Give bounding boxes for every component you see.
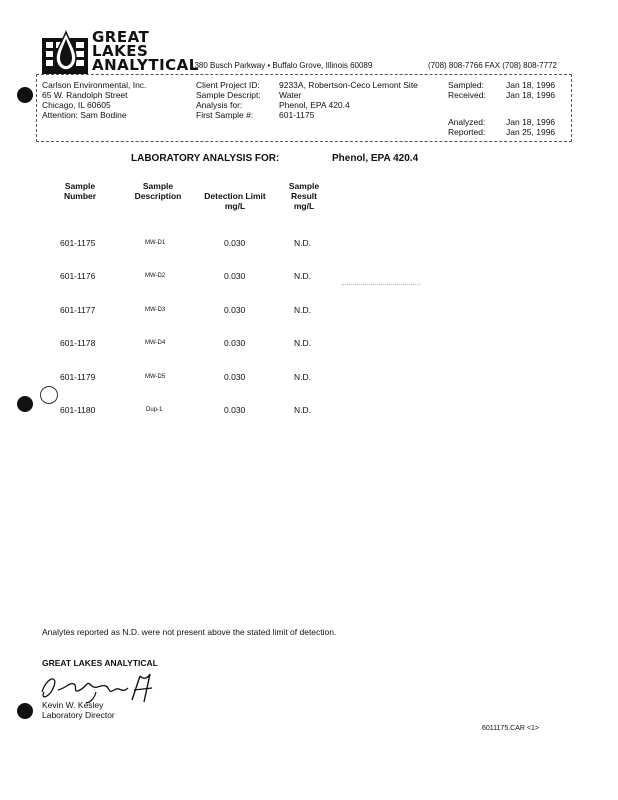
- nd-footnote: Analytes reported as N.D. were not present above the stated limit of detection.: [42, 627, 337, 637]
- sample-description: MW-D5: [145, 374, 166, 380]
- company-address: 1380 Busch Parkway • Buffalo Grove, Illinois 60089: [190, 61, 373, 70]
- detection-limit: 0.030: [224, 238, 246, 248]
- attention-value: Sam Bodine: [80, 110, 127, 120]
- sample-description: MW-D4: [145, 340, 166, 346]
- analysis-for-label: Analysis for:: [196, 100, 243, 110]
- sample-result: N.D.: [294, 372, 311, 382]
- sample-number: 601-1179: [60, 372, 96, 382]
- analyzed-value: Jan 18, 1996: [506, 117, 556, 127]
- sample-number: 601-1180: [60, 405, 96, 415]
- scan-artifact-line: [342, 284, 420, 285]
- detection-limit: 0.030: [224, 338, 246, 348]
- hole-outline-mark: [40, 386, 58, 404]
- analysis-title-value: Phenol, EPA 420.4: [332, 153, 419, 164]
- detection-limit: 0.030: [224, 305, 246, 315]
- date-values-bottom: [506, 117, 555, 137]
- client-city: Chicago, IL 60605: [42, 100, 111, 110]
- logo-line-2: LAKES: [92, 42, 149, 60]
- company-logo: [42, 28, 199, 74]
- signer-block: [42, 700, 115, 720]
- sample-number: 601-1178: [60, 338, 96, 348]
- punch-hole-middle: [17, 396, 33, 412]
- sample-number: 601-1175: [60, 238, 96, 248]
- logo-line-3: ANALYTICAL: [92, 56, 199, 74]
- detection-limit: 0.030: [224, 405, 246, 415]
- signer-name: Kevin W. Kesley: [42, 700, 104, 710]
- water-drop-logo-icon: [42, 30, 88, 74]
- sample-descript-label: Sample Descript:: [196, 90, 261, 100]
- received-value: Jan 18, 1996: [506, 90, 556, 100]
- sample-result: N.D.: [294, 338, 311, 348]
- sample-result: N.D.: [294, 238, 311, 248]
- received-label: Received:: [448, 90, 486, 100]
- detection-limit: 0.030: [224, 372, 246, 382]
- document-reference: 6011175.CAR <1>: [482, 725, 539, 732]
- sample-result: N.D.: [294, 405, 311, 415]
- analysis-title-label: LABORATORY ANALYSIS FOR:: [131, 153, 280, 164]
- company-phone-fax: (708) 808-7766 FAX (708) 808-7772: [428, 61, 557, 70]
- project-labels: [196, 80, 261, 120]
- project-values: [279, 80, 418, 120]
- sample-description: Dup-1: [146, 407, 163, 413]
- client-block: [42, 80, 146, 120]
- logo-line-1: GREAT: [92, 28, 150, 46]
- date-labels-top: [448, 80, 486, 100]
- client-name: Carlson Environmental, Inc.: [42, 80, 147, 90]
- sample-descript-value: Water: [279, 90, 302, 100]
- reported-value: Jan 25, 1996: [506, 127, 556, 137]
- signer-title: Laboratory Director: [42, 710, 115, 720]
- client-attention: [42, 110, 146, 120]
- col-header-sample-result: Sample Result mg/L: [288, 181, 320, 211]
- punch-hole-bottom: [17, 703, 33, 719]
- client-street: 65 W. Randolph Street: [42, 90, 128, 100]
- sample-description: MW-D2: [145, 273, 166, 279]
- col-header-sample-description: Sample Description: [134, 181, 182, 201]
- date-labels-bottom: [448, 117, 485, 137]
- sample-description: MW-D1: [145, 240, 166, 246]
- sample-result: N.D.: [294, 271, 311, 281]
- first-sample-label: First Sample #:: [196, 110, 254, 120]
- detection-limit: 0.030: [224, 271, 246, 281]
- punch-hole-top: [17, 87, 33, 103]
- footer-company: GREAT LAKES ANALYTICAL: [42, 658, 158, 668]
- client-project-label: Client Project ID:: [196, 80, 260, 90]
- date-values-top: [506, 80, 555, 100]
- attention-label: Attention:: [42, 110, 78, 120]
- sample-number: 601-1177: [60, 305, 96, 315]
- col-header-sample-number: Sample Number: [63, 181, 97, 201]
- sampled-value: Jan 18, 1996: [506, 80, 556, 90]
- sample-number: 601-1176: [60, 271, 96, 281]
- col-header-detection-limit: Detection Limit mg/L: [204, 191, 266, 211]
- analysis-for-value: Phenol, EPA 420.4: [279, 100, 350, 110]
- client-project-value: 9233A, Robertson-Ceco Lemont Site: [279, 80, 418, 90]
- first-sample-value: 601-1175: [279, 110, 315, 120]
- sampled-label: Sampled:: [448, 80, 484, 90]
- analyzed-label: Analyzed:: [448, 117, 486, 127]
- sample-result: N.D.: [294, 305, 311, 315]
- sample-description: MW-D3: [145, 307, 166, 313]
- reported-label: Reported:: [448, 127, 486, 137]
